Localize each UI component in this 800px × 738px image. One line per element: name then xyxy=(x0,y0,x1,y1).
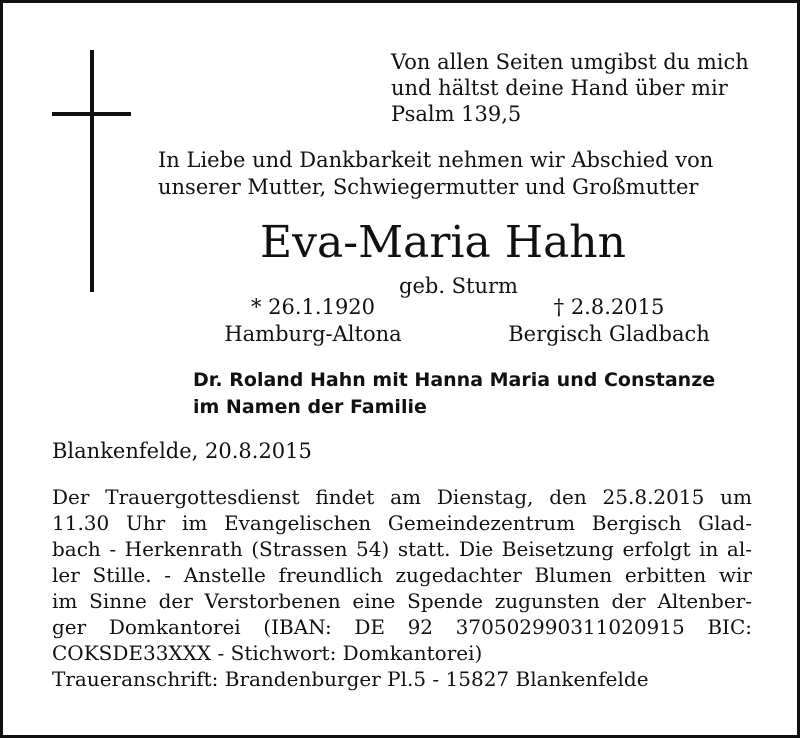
place-and-date: Blankenfelde, 20.8.2015 xyxy=(52,439,312,463)
family-line: im Namen der Familie xyxy=(193,396,427,418)
verse-reference: Psalm 139,5 xyxy=(391,102,522,126)
verse-line: Von allen Seiten umgibst du mich xyxy=(391,50,749,74)
psalm-verse xyxy=(391,49,749,127)
death-info xyxy=(499,294,719,348)
service-line: im Sinne der Verstorbenen eine Spende zugunsten der Altenber- xyxy=(52,589,752,613)
service-line: ler Stille. - Anstelle freundlich zugedachter Blumen erbitten wir xyxy=(52,563,752,587)
mourning-address: Traueranschrift: Brandenburger Pl.5 - 15827 Blankenfelde xyxy=(52,667,649,691)
service-details xyxy=(52,484,752,692)
birth-date: * 26.1.1920 xyxy=(250,295,376,319)
service-line: Der Trauergottesdienst findet am Dienstag, den 25.8.2015 um xyxy=(52,485,752,509)
deceased-name: Eva-Maria Hahn xyxy=(260,217,626,268)
death-date: † 2.8.2015 xyxy=(553,295,665,319)
service-line: ger Domkantorei (IBAN: DE 92 370502990311020915 BIC: xyxy=(52,615,752,639)
service-line: 11.30 Uhr im Evangelischen Gemeindezentrum Bergisch Glad- xyxy=(52,511,752,535)
intro-line: unserer Mutter, Schwiegermutter und Großmutter xyxy=(158,175,699,199)
family-line: Dr. Roland Hahn mit Hanna Maria und Constanze xyxy=(193,369,716,391)
cross-horizontal-bar xyxy=(52,112,131,116)
birth-place: Hamburg-Altona xyxy=(224,322,402,346)
intro-text xyxy=(158,147,713,201)
death-place: Bergisch Gladbach xyxy=(508,322,710,346)
family-signature xyxy=(193,367,715,421)
birth-info xyxy=(213,294,413,348)
birth-name: geb. Sturm xyxy=(399,274,518,298)
service-line: bach - Herkenrath (Strassen 54) statt. Die Beisetzung erfolgt in al- xyxy=(52,537,752,561)
service-line: COKSDE33XXX - Stichwort: Domkantorei) xyxy=(52,641,483,665)
verse-line: und hältst deine Hand über mir xyxy=(391,76,728,100)
intro-line: In Liebe und Dankbarkeit nehmen wir Abschied von xyxy=(158,148,714,172)
